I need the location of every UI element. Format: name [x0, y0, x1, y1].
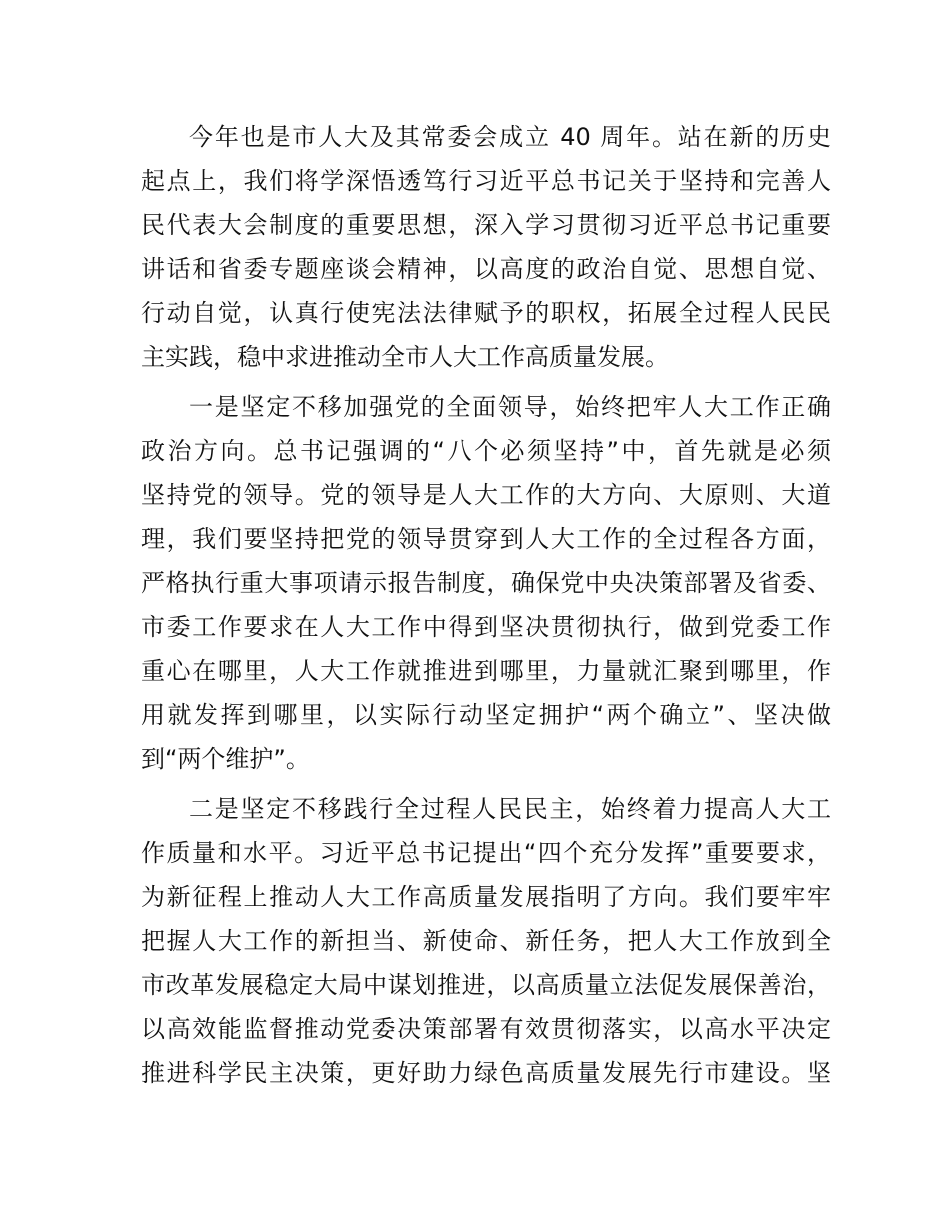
text-line: 严格执行重大事项请示报告制度，确保党中央决策部署及省委、 [141, 569, 831, 597]
text-line: 讲话和省委专题座谈会精神，以高度的政治自觉、思想自觉、 [141, 255, 831, 283]
text-line: 一是坚定不移加强党的全面领导，始终把牢人大工作正确 [189, 393, 831, 421]
text-line: 坚持党的领导。党的领导是人大工作的大方向、大原则、大道 [141, 481, 831, 509]
text-line: 重心在哪里，人大工作就推进到哪里，力量就汇聚到哪里，作 [141, 657, 831, 685]
text-line: 政治方向。总书记强调的“八个必须坚持”中，首先就是必须 [141, 437, 831, 465]
text-line: 今年也是市人大及其常委会成立 40 周年。站在新的历史 [189, 123, 831, 151]
text-line: 理，我们要坚持把党的领导贯穿到人大工作的全过程各方面， [141, 525, 831, 553]
text-line: 主实践，稳中求进推动全市人大工作高质量发展。 [141, 343, 669, 371]
document-body [141, 115, 831, 1095]
text-line: 把握人大工作的新担当、新使命、新任务，把人大工作放到全 [141, 927, 831, 955]
paragraph-3 [141, 787, 831, 1095]
text-line: 行动自觉，认真行使宪法法律赋予的职权，拓展全过程人民民 [141, 299, 831, 327]
text-line: 为新征程上推动人大工作高质量发展指明了方向。我们要牢牢 [141, 883, 831, 911]
text-line: 市委工作要求在人大工作中得到坚决贯彻执行，做到党委工作 [141, 613, 831, 641]
text-line: 起点上，我们将学深悟透笃行习近平总书记关于坚持和完善人 [141, 167, 831, 195]
text-line: 作质量和水平。习近平总书记提出“四个充分发挥”重要要求， [141, 839, 831, 867]
paragraph-1 [141, 115, 831, 379]
text-line: 到“两个维护”。 [141, 745, 310, 773]
paragraph-2 [141, 385, 831, 781]
text-line: 市改革发展稳定大局中谋划推进，以高质量立法促发展保善治， [141, 971, 831, 999]
text-line: 二是坚定不移践行全过程人民民主，始终着力提高人大工 [189, 795, 831, 823]
text-line: 用就发挥到哪里，以实际行动坚定拥护“两个确立”、坚决做 [141, 701, 831, 729]
text-line: 民代表大会制度的重要思想，深入学习贯彻习近平总书记重要 [141, 211, 831, 239]
text-line: 推进科学民主决策，更好助力绿色高质量发展先行市建设。坚 [141, 1059, 831, 1087]
text-line: 以高效能监督推动党委决策部署有效贯彻落实，以高水平决定 [141, 1015, 831, 1043]
